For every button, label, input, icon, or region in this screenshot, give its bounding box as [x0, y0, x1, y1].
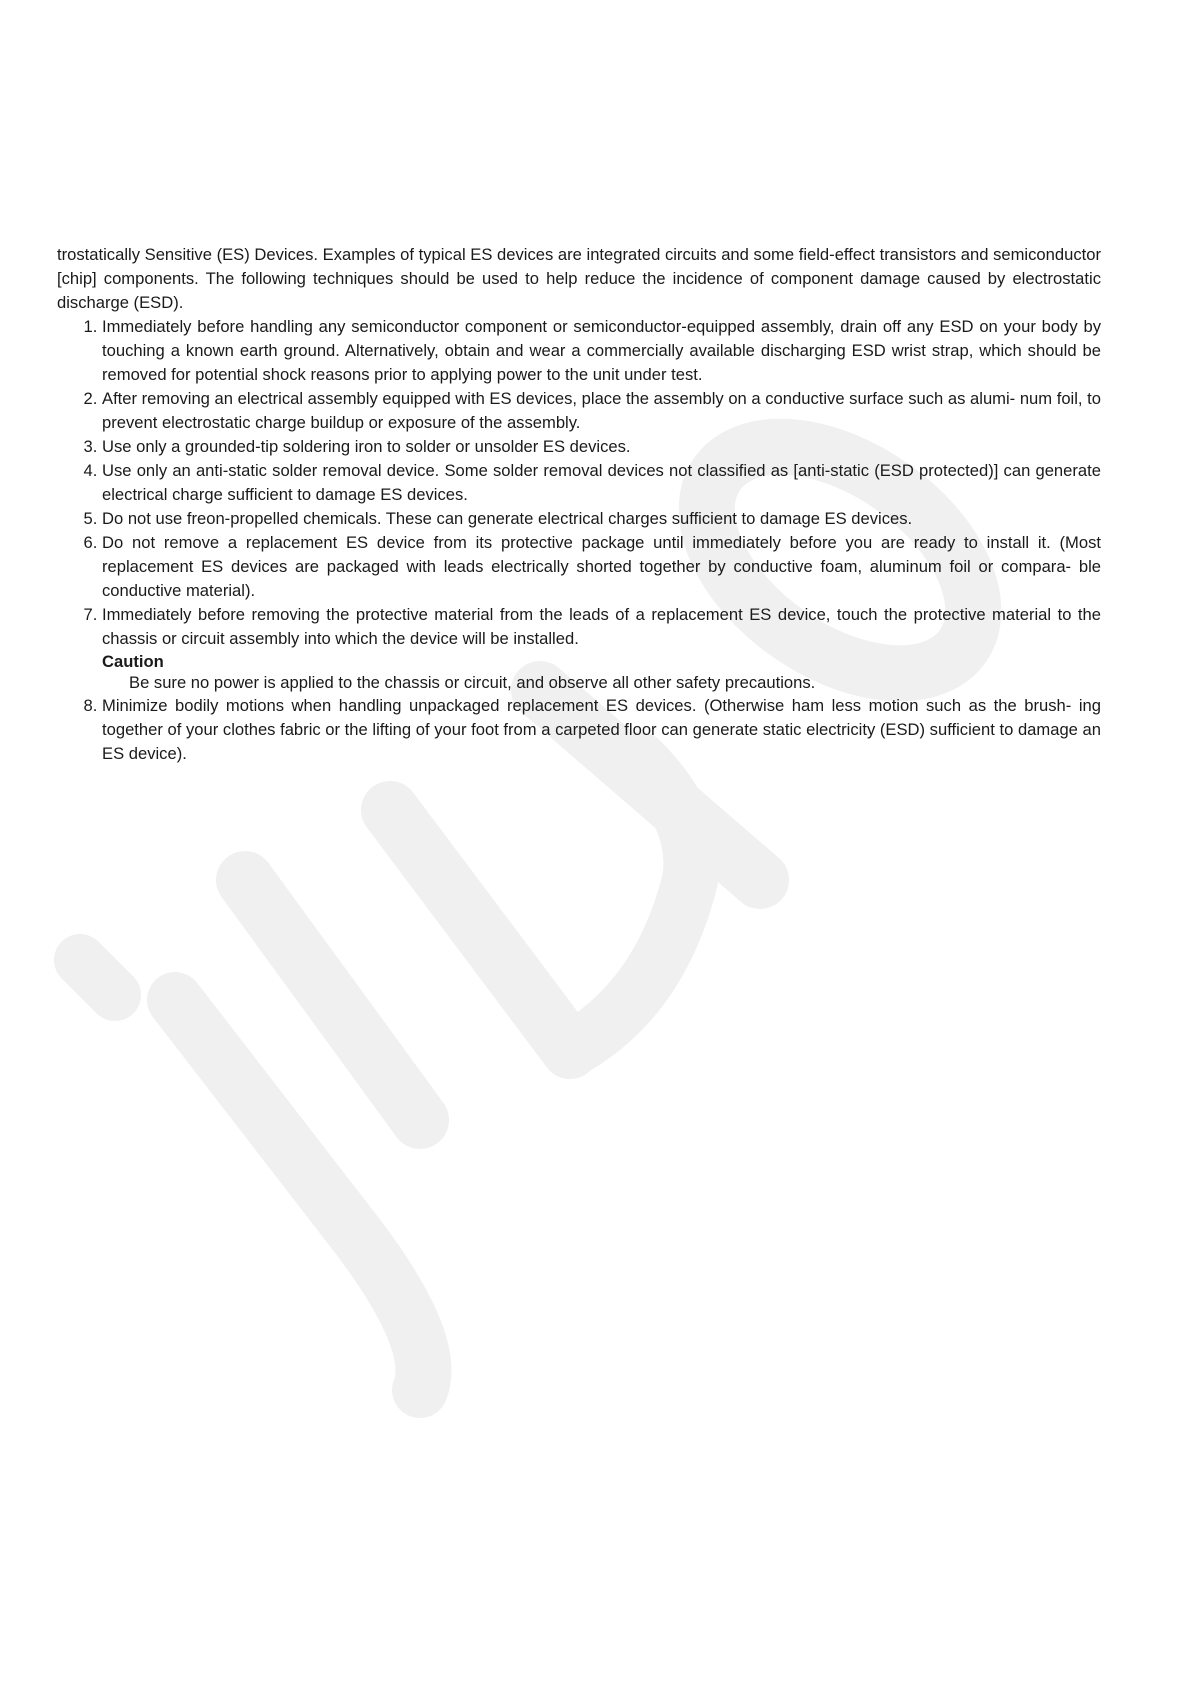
- caution-title: Caution: [102, 652, 164, 671]
- step-6-text: Do not remove a replacement ES device from its protective package until immediately before you are ready to install it. (Most replacement ES devices are packaged with leads electrically shorted together by conductive foam, aluminum foil or compara- ble conductive material).: [102, 533, 1101, 600]
- caution-text: Be sure no power is applied to the chassis or circuit, and observe all other safety precautions.: [129, 673, 816, 692]
- step-7: [102, 603, 1101, 694]
- step-4-text: Use only an anti-static solder removal device. Some solder removal devices not classified as [anti-static (ESD protected)] can generate electrical charge sufficient to damage ES devices.: [102, 461, 1101, 504]
- document-body: [57, 243, 1101, 766]
- step-3-text: Use only a grounded-tip soldering iron to solder or unsolder ES devices.: [102, 437, 631, 456]
- step-2: [102, 387, 1101, 435]
- step-4: [102, 459, 1101, 507]
- step-8: [102, 694, 1101, 766]
- intro-paragraph: trostatically Sensitive (ES) Devices. Examples of typical ES devices are integrated circuits and some field-effect transistors and semiconductor [chip] components. The following techniques should be used to help reduce the incidence of component damage caused by electrostatic discharge (ESD).: [57, 245, 1101, 312]
- caution-block: [102, 651, 1101, 694]
- esd-steps-list: [57, 315, 1101, 766]
- step-5-text: Do not use freon-propelled chemicals. These can generate electrical charges sufficient to damage ES devices.: [102, 509, 913, 528]
- step-1-text: Immediately before handling any semiconductor component or semiconductor-equipped assembly, drain off any ESD on your body by touching a known earth ground. Alternatively, obtain and wear a commercially available discharging ESD wrist strap, which should be removed for potential shock reasons prior to applying power to the unit under test.: [102, 317, 1101, 384]
- step-3: [102, 435, 1101, 459]
- step-1: [102, 315, 1101, 387]
- step-2-text: After removing an electrical assembly equipped with ES devices, place the assembly on a conductive surface such as alumi- num foil, to prevent electrostatic charge buildup or exposure of the assembly.: [102, 389, 1101, 432]
- step-6: [102, 531, 1101, 603]
- step-5: [102, 507, 1101, 531]
- step-8-text: Minimize bodily motions when handling unpackaged replacement ES devices. (Otherwise ham less motion such as the brush- ing together of your clothes fabric or the lifting of your foot from a carpeted floor can generate static electricity (ESD) sufficient to damage an ES device).: [102, 696, 1101, 763]
- step-7-text: Immediately before removing the protective material from the leads of a replacement ES device, touch the protective material to the chassis or circuit assembly into which the device will be installed.: [102, 605, 1101, 648]
